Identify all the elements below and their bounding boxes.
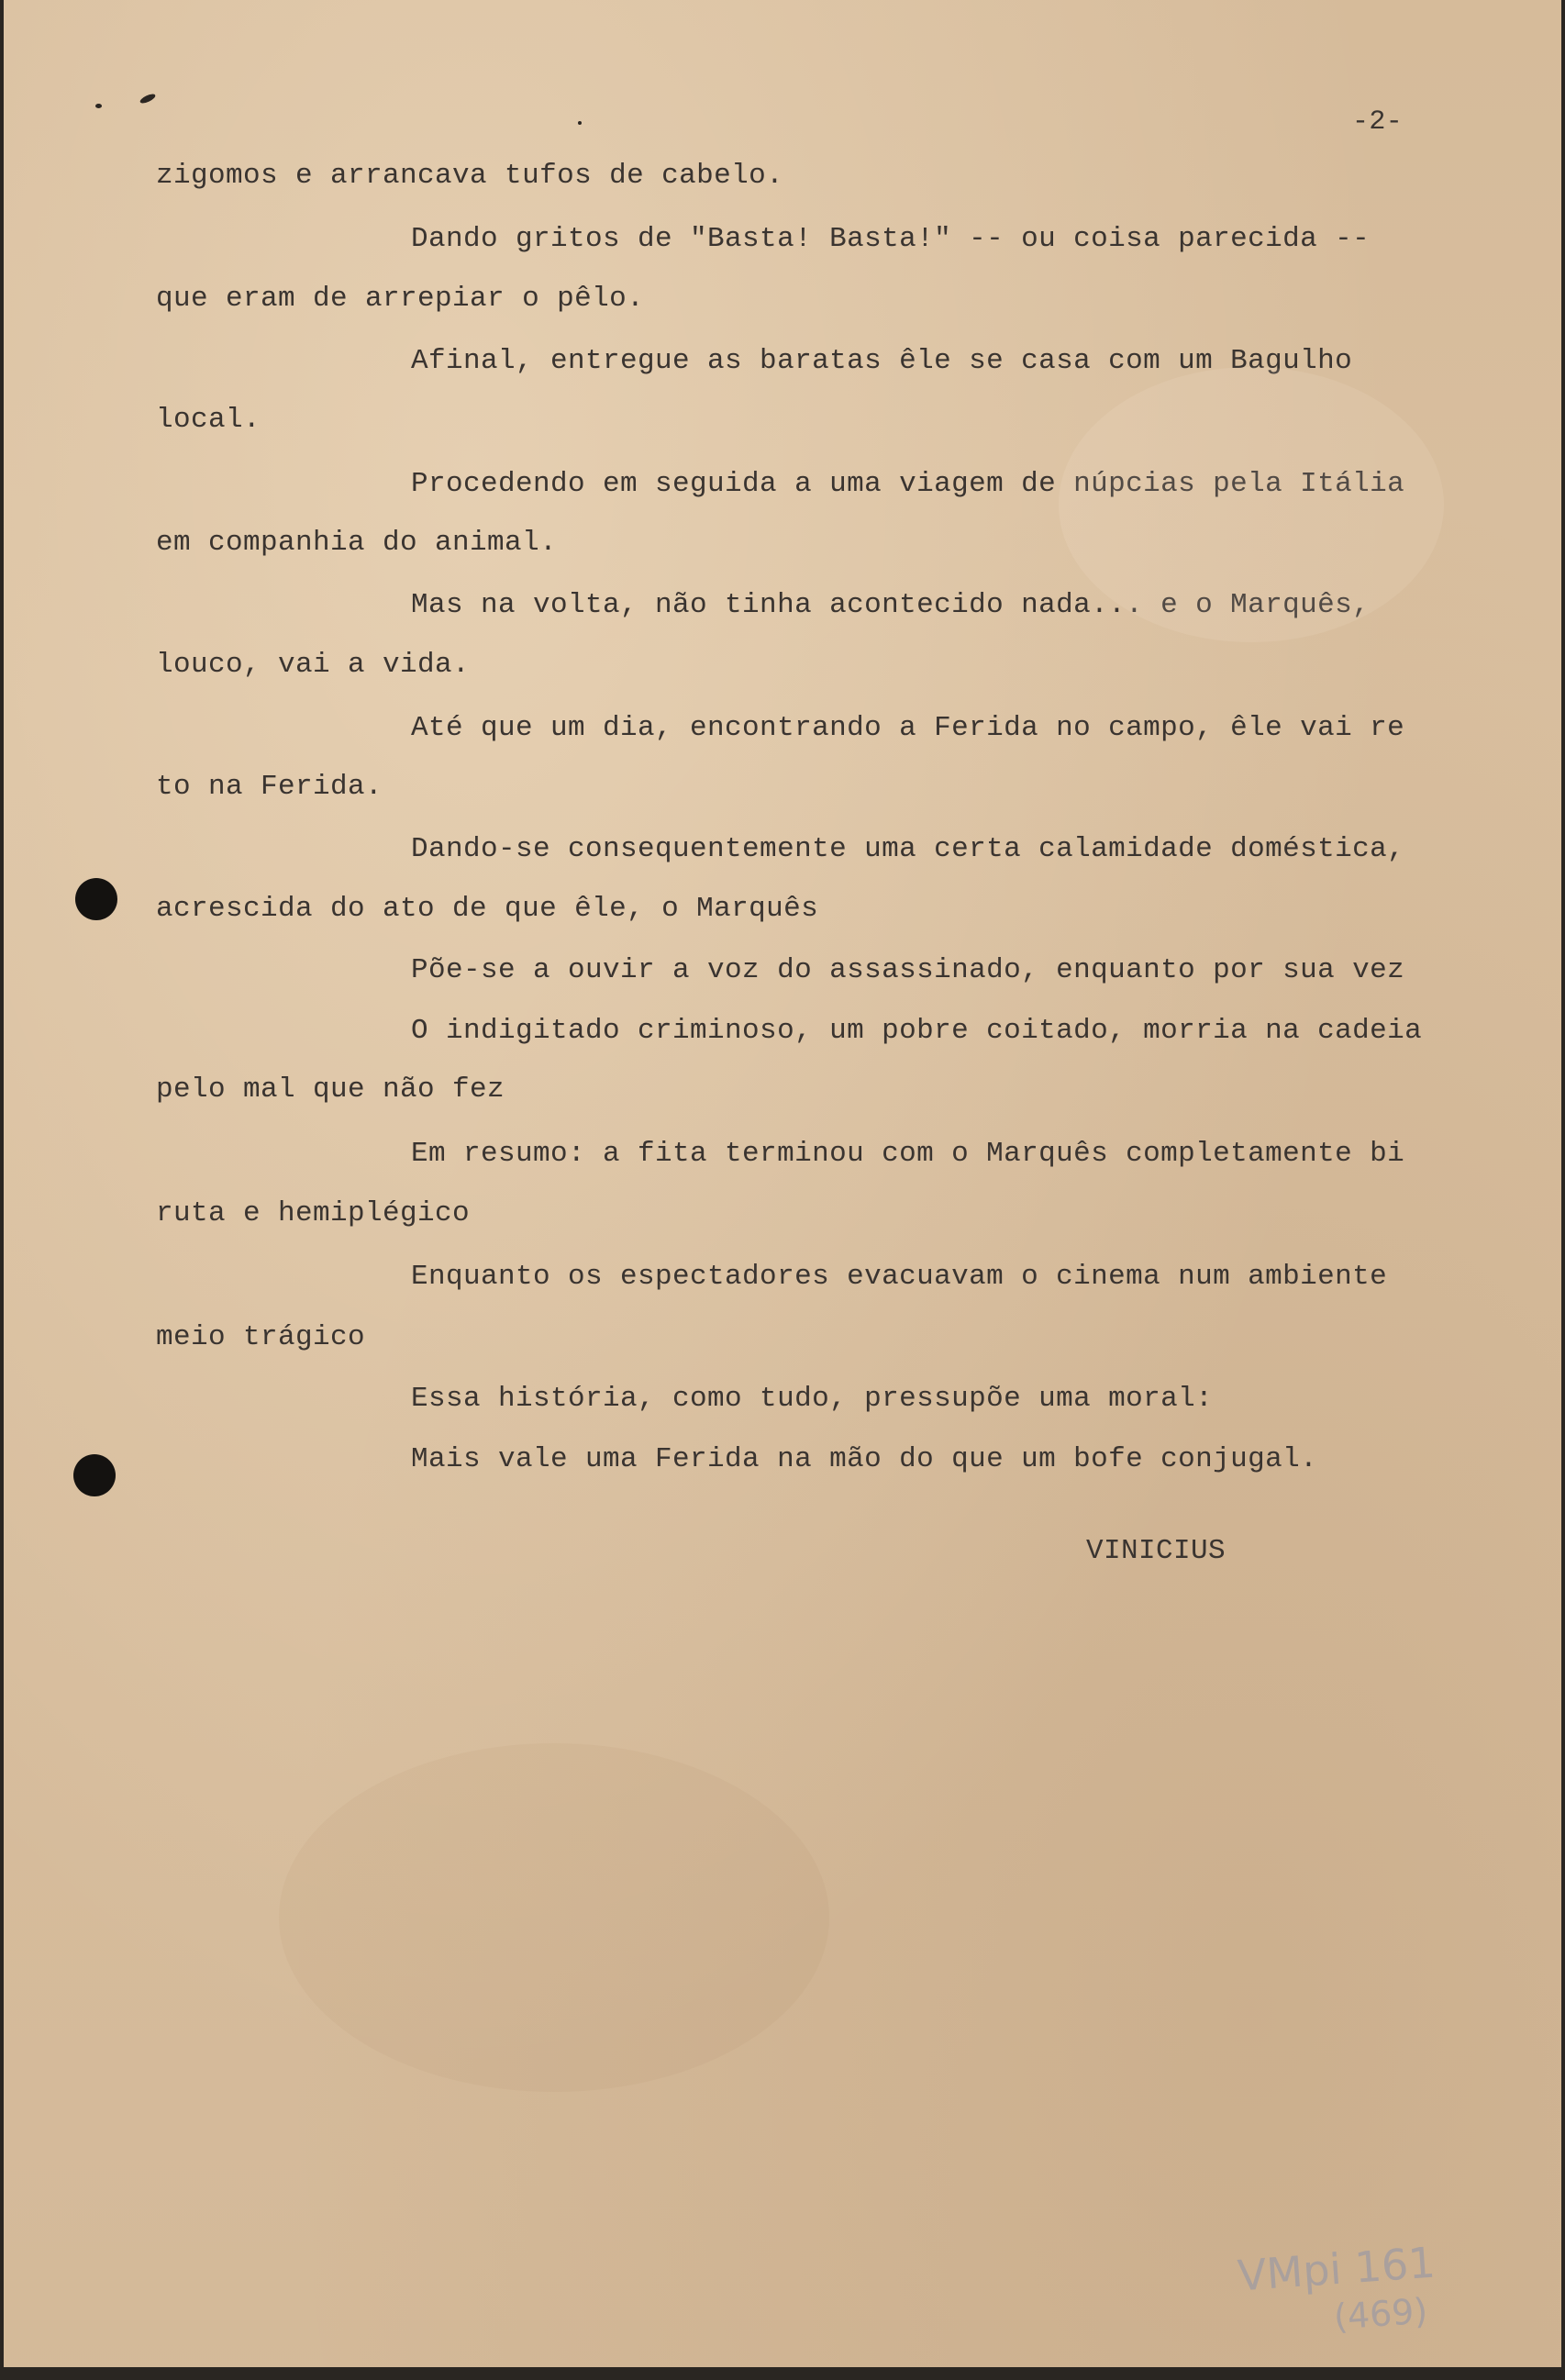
text-line: Afinal, entregue as baratas êle se casa com um Bagulho <box>411 345 1353 377</box>
paper-stain <box>1059 367 1444 642</box>
text-line: zigomos e arrancava tufos de cabelo. <box>156 160 784 192</box>
ink-speck <box>578 121 582 125</box>
text-line: Mas na volta, não tinha acontecido nada... e o Marquês, <box>411 589 1371 621</box>
punch-hole-bottom <box>73 1454 116 1496</box>
text-line: Enquanto os espectadores evacuavam o cinema num ambiente <box>411 1261 1388 1293</box>
text-line: ruta e hemiplégico <box>156 1197 471 1229</box>
text-line: meio trágico <box>156 1321 366 1353</box>
text-line: Põe-se a ouvir a voz do assassinado, enquanto por sua vez <box>411 954 1405 986</box>
text-line: louco, vai a vida. <box>156 649 471 681</box>
text-line: Mais vale uma Ferida na mão do que um bofe conjugal. <box>411 1443 1318 1475</box>
ink-speck <box>95 104 102 108</box>
text-line: to na Ferida. <box>156 771 383 803</box>
paper-stain <box>279 1743 829 2092</box>
text-line: acrescida do ato de que êle, o Marquês <box>156 893 819 925</box>
archive-note-line2: (469) <box>1332 2290 1429 2338</box>
text-line: O indigitado criminoso, um pobre coitado, morria na cadeia <box>411 1015 1423 1047</box>
punch-hole-top <box>75 878 117 920</box>
text-line: que eram de arrepiar o pêlo. <box>156 283 645 315</box>
document-page <box>4 0 1561 2367</box>
page-number: -2- <box>1352 106 1404 138</box>
text-line: Em resumo: a fita terminou com o Marquês completamente bi <box>411 1138 1405 1170</box>
text-line: Procedendo em seguida a uma viagem de núpcias pela Itália <box>411 468 1405 500</box>
text-line: Dando gritos de "Basta! Basta!" -- ou coisa parecida -- <box>411 223 1371 255</box>
text-line: em companhia do animal. <box>156 527 558 559</box>
text-line: Dando-se consequentemente uma certa calamidade doméstica, <box>411 833 1405 865</box>
text-line: Essa história, como tudo, pressupõe uma moral: <box>411 1383 1214 1415</box>
archive-note-line1: VMpi 161 <box>1236 2237 1437 2301</box>
signature: VINICIUS <box>1086 1535 1226 1567</box>
text-line: pelo mal que não fez <box>156 1073 505 1106</box>
ink-speck <box>139 93 156 106</box>
text-line: Até que um dia, encontrando a Ferida no campo, êle vai re <box>411 712 1405 744</box>
text-line: local. <box>156 404 261 436</box>
